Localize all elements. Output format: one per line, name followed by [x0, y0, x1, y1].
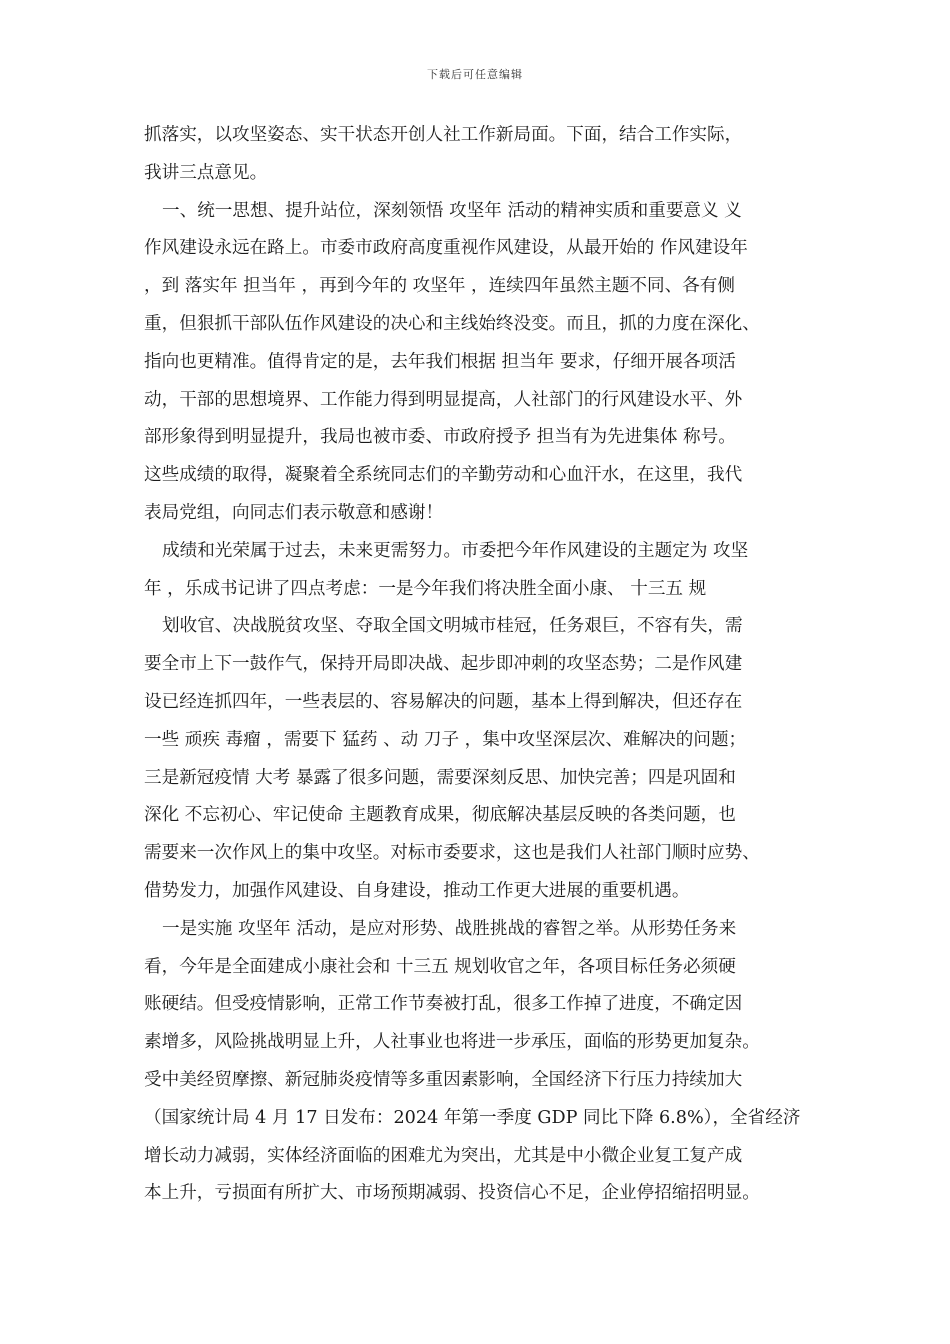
- text-line: 这些成绩的取得，凝聚着全系统同志们的辛勤劳动和心血汗水，在这里，我代: [144, 465, 743, 486]
- text-line: 受中美经贸摩擦、新冠肺炎疫情等多重因素影响，全国经济下行压力持续加大: [144, 1069, 743, 1090]
- text-line: 成绩和光荣属于过去，未来更需努力。市委把今年作风建设的主题定为 攻坚: [162, 540, 749, 561]
- text-line: 一、统一思想、提升站位，深刻领悟 攻坚年 活动的精神实质和重要意义 义: [162, 200, 742, 221]
- text-line: 看，今年是全面建成小康社会和 十三五 规划收官之年，各项目标任务必须硬: [144, 956, 736, 977]
- document-body: [144, 117, 824, 1213]
- text-line: 深化 不忘初心、牢记使命 主题教育成果，彻底解决基层反映的各类问题，也: [144, 805, 736, 826]
- text-line: 三是新冠疫情 大考 暴露了很多问题，需要深刻反思、加快完善；四是巩固和: [144, 767, 736, 788]
- text-line: 借势发力，加强作风建设、自身建设，推动工作更大进展的重要机遇。: [144, 880, 690, 901]
- text-line: 设已经连抓四年，一些表层的、容易解决的问题，基本上得到解决，但还存在: [144, 691, 743, 712]
- text-line: 表局党组，向同志们表示敬意和感谢！: [144, 502, 444, 523]
- text-line: 动，干部的思想境界、工作能力得到明显提高，人社部门的行风建设水平、外: [144, 389, 743, 410]
- text-line: （国家统计局 4 月 17 日发布：2024 年第一季度 GDP 同比下降 6.8%），全省经济: [144, 1107, 801, 1128]
- text-line: 指向也更精准。值得肯定的是，去年我们根据 担当年 要求，仔细开展各项活: [144, 351, 736, 372]
- text-line: ，到 落实年 担当年 ，再到今年的 攻坚年 ，连续四年虽然主题不同、各有侧: [144, 276, 735, 297]
- text-line: 需要来一次作风上的集中攻坚。对标市委要求，这也是我们人社部门顺时应势、: [144, 843, 760, 864]
- text-line: 账硬结。但受疫情影响，正常工作节奏被打乱，很多工作掉了进度，不确定因: [144, 994, 743, 1015]
- text-line: 重，但狠抓干部队伍作风建设的决心和主线始终没变。而且，抓的力度在深化、: [144, 313, 760, 334]
- text-line: 要全市上下一鼓作气，保持开局即决战、起步即冲刺的攻坚态势；二是作风建: [144, 654, 743, 675]
- text-line: 抓落实，以攻坚姿态、实干状态开创人社工作新局面。下面，结合工作实际，: [144, 125, 743, 145]
- text-line: 增长动力减弱，实体经济面临的困难尤为突出，尤其是中小微企业复工复产成: [144, 1145, 743, 1166]
- text-line: 我讲三点意见。: [144, 162, 268, 183]
- page-header: 下载后可任意编辑: [427, 68, 523, 81]
- text-line: 本上升，亏损面有所扩大、市场预期减弱、投资信心不足，企业停招缩招明显。: [144, 1183, 760, 1204]
- text-line: 作风建设永远在路上。市委市政府高度重视作风建设，从最开始的 作风建设年: [144, 238, 748, 259]
- text-line: 划收官、决战脱贫攻坚、夺取全国文明城市桂冠，任务艰巨，不容有失，需: [162, 616, 743, 637]
- text-line: 素增多，风险挑战明显上升，人社事业也将进一步承压，面临的形势更加复杂。: [144, 1032, 760, 1053]
- text-line: 一些 顽疾 毒瘤 ，需要下 猛药 、动 刀子 ，集中攻坚深层次、难解决的问题；: [144, 729, 747, 750]
- text-line: 一是实施 攻坚年 活动，是应对形势、战胜挑战的睿智之举。从形势任务来: [162, 918, 737, 939]
- text-line: 年 ，乐成书记讲了四点考虑：一是今年我们将决胜全面小康、 十三五 规: [144, 578, 707, 599]
- text-line: 部形象得到明显提升，我局也被市委、市政府授予 担当有为先进集体 称号。: [144, 427, 736, 448]
